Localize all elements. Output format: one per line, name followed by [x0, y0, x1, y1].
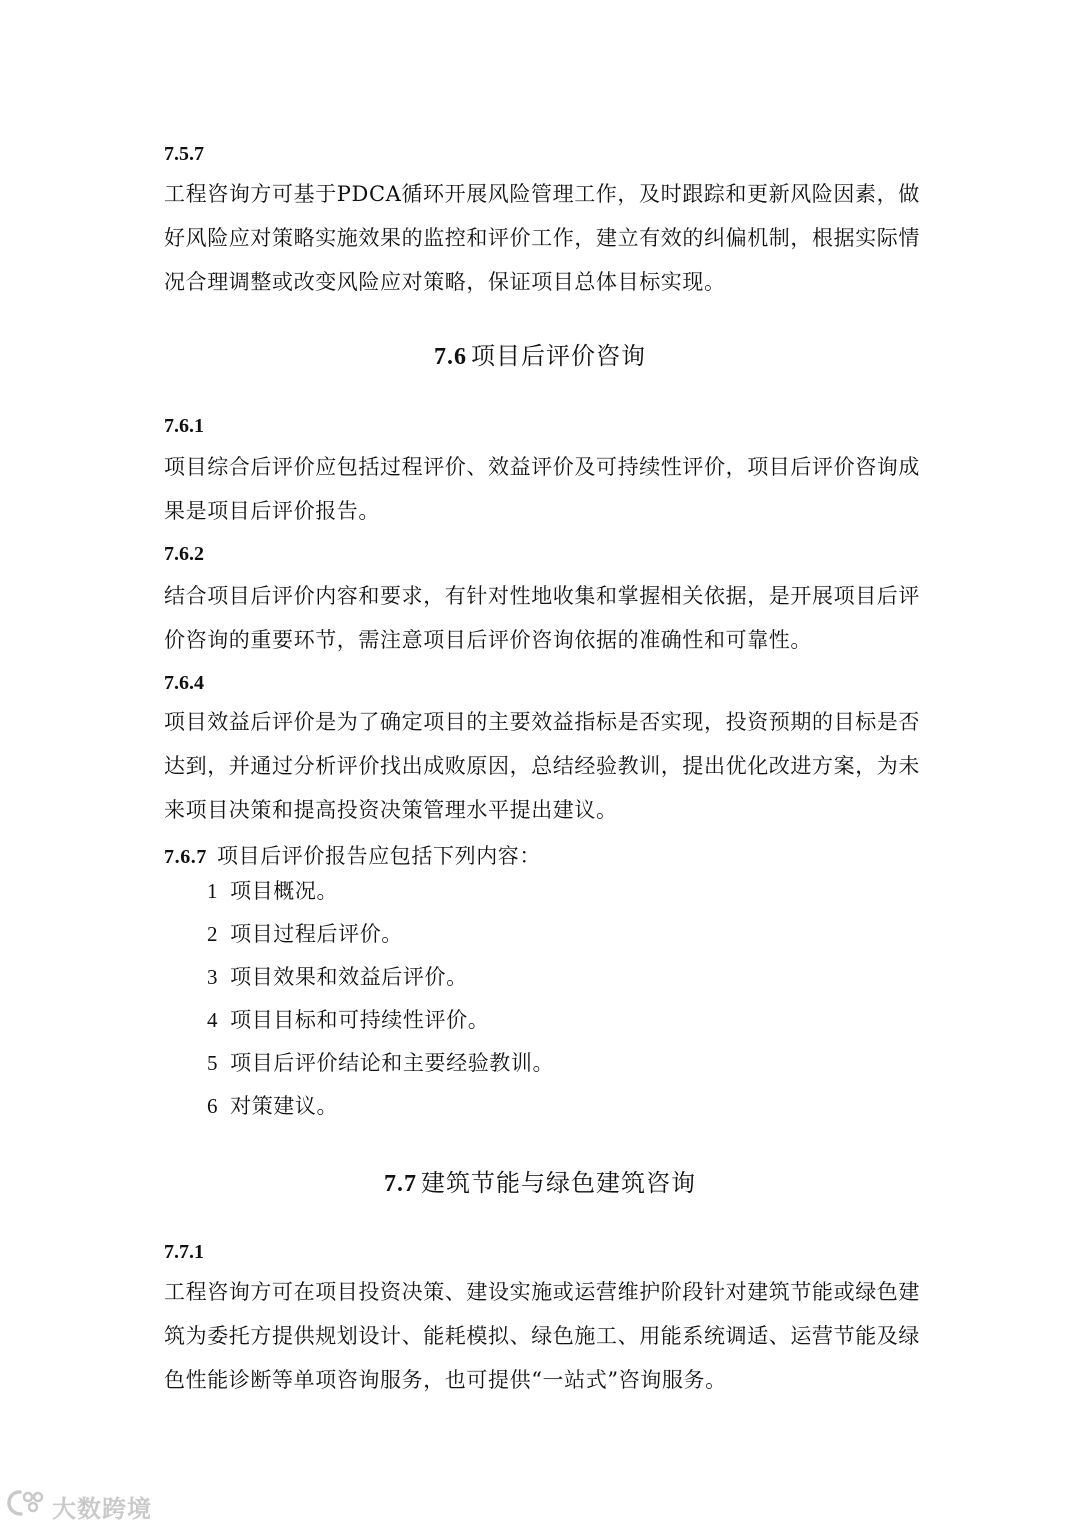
clause-text-7-5-7: 工程咨询方可基于PDCA循环开展风险管理工作，及时跟踪和更新风险因素，做好风险应对策略实施效果的监控和评价工作，建立有效的纠偏机制，根据实际情况合理调整或改变风险应对策略，保证项目总体目标实现。 [164, 182, 920, 294]
clause-number-7-5-7: 7.5.7 [164, 143, 204, 165]
list-item [207, 999, 554, 1042]
clause-text-7-6-2: 结合项目后评价内容和要求，有针对性地收集和掌握相关依据，是开展项目后评价咨询的重要环节，需注意项目后评价咨询依据的准确性和可靠性。 [164, 584, 920, 652]
clause-intro-7-6-7: 项目后评价报告应包括下列内容： [217, 844, 541, 868]
list-item [207, 913, 554, 956]
clause-text-7-7-1: 工程咨询方可在项目投资决策、建设实施或运营维护阶段针对建筑节能或绿色建筑为委托方提供规划设计、能耗模拟、绿色施工、用能系统调适、运营节能及绿色性能诊断等单项咨询服务，也可提供“一站式”咨询服务。 [164, 1280, 920, 1392]
list-item [207, 1085, 554, 1128]
clause-number-7-6-4: 7.6.4 [164, 672, 204, 694]
list-item-number: 6 [207, 1094, 219, 1118]
list-item-text: 对策建议。 [230, 1094, 339, 1118]
list-item-number: 2 [207, 922, 219, 946]
clause-number-7-7-1: 7.7.1 [164, 1241, 204, 1263]
content-list [207, 870, 554, 1128]
logo-icon [6, 1488, 52, 1524]
section-title: 建筑节能与绿色建筑咨询 [421, 1169, 696, 1197]
watermark [6, 1488, 152, 1524]
clause-number-7-6-2: 7.6.2 [164, 543, 204, 565]
watermark-text: 大数跨境 [52, 1494, 152, 1523]
list-item [207, 956, 554, 999]
list-item-number: 3 [207, 965, 219, 989]
section-heading-7-6 [0, 336, 1080, 371]
clause-7-6-7 [164, 840, 541, 870]
list-item-text: 项目效果和效益后评价。 [230, 965, 468, 989]
clause-number-7-6-7: 7.6.7 [164, 846, 207, 868]
list-item-text: 项目目标和可持续性评价。 [230, 1008, 490, 1032]
section-title: 项目后评价咨询 [471, 342, 646, 370]
list-item-text: 项目概况。 [230, 879, 339, 903]
clause-text-7-6-4: 项目效益后评价是为了确定项目的主要效益指标是否实现，投资预期的目标是否达到，并通过分析评价找出成败原因，总结经验教训，提出优化改进方案，为未来项目决策和提高投资决策管理水平提出建议。 [164, 710, 920, 822]
list-item-text: 项目后评价结论和主要经验教训。 [230, 1051, 555, 1075]
list-item [207, 870, 554, 913]
clause-number-7-6-1: 7.6.1 [164, 415, 204, 437]
list-item [207, 1042, 554, 1085]
list-item-number: 4 [207, 1008, 219, 1032]
list-item-text: 项目过程后评价。 [230, 922, 403, 946]
section-heading-7-7 [0, 1163, 1080, 1198]
list-item-number: 1 [207, 879, 219, 903]
clause-text-7-6-1: 项目综合后评价应包括过程评价、效益评价及可持续性评价，项目后评价咨询成果是项目后评价报告。 [164, 455, 920, 523]
section-number: 7.7 [384, 1171, 417, 1197]
section-number: 7.6 [434, 344, 467, 370]
list-item-number: 5 [207, 1051, 219, 1075]
